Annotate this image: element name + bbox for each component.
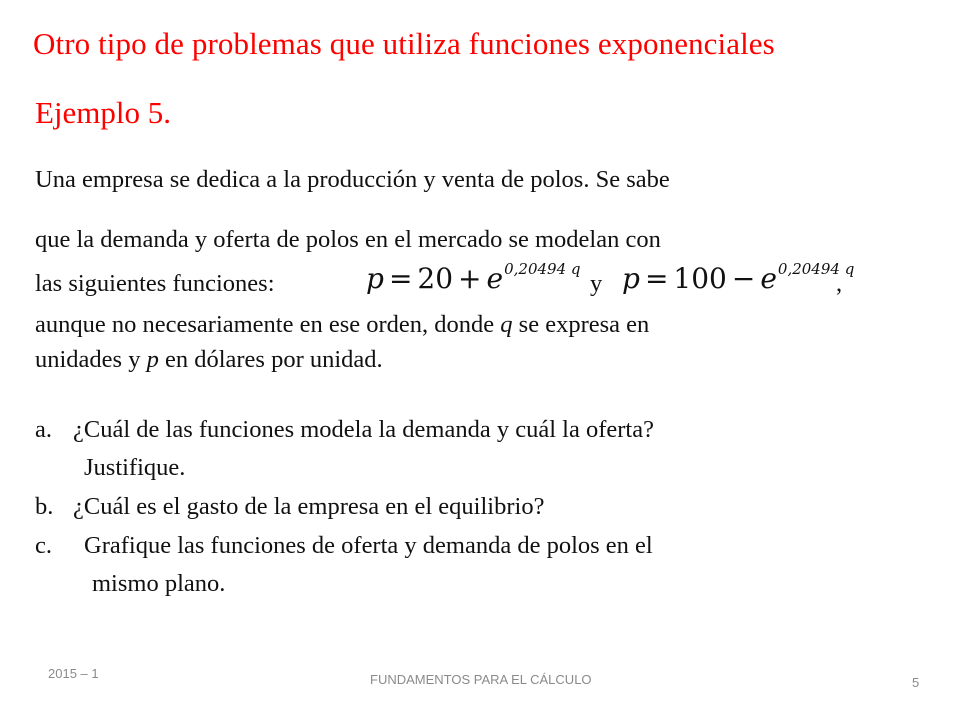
variable-q: q (500, 311, 513, 338)
footer-period: 2015 – 1 (48, 666, 99, 681)
paragraph-line-5-a: unidades y (35, 346, 141, 373)
equation-two (622, 262, 854, 295)
equation-two-constant: 100 (673, 262, 727, 295)
slide-title: Otro tipo de problemas que utiliza funciones exponenciales (33, 26, 775, 61)
question-c-label: c. (35, 532, 52, 559)
equation-one-constant: 20 (417, 262, 454, 295)
equation-two-exponent: 0,20494 q (777, 260, 855, 278)
equation-one-operator: + (458, 262, 482, 295)
paragraph-line-4-a: aunque no necesariamente en ese orden, donde (35, 311, 495, 338)
question-c-text: Grafique las funciones de oferta y demanda de polos en el (84, 532, 653, 559)
equation-one (366, 262, 581, 295)
equation-one-lhs: p (366, 262, 384, 295)
equation-two-operator: − (731, 262, 756, 295)
paragraph-line-5-b: en dólares por unidad. (164, 346, 383, 373)
footer-page-number: 5 (912, 675, 920, 690)
paragraph-line-1: Una empresa se dedica a la producción y venta de polos. Se sabe (35, 166, 670, 193)
equation-one-base: e (486, 262, 504, 295)
paragraph-line-2: que la demanda y oferta de polos en el mercado se modelan con (35, 226, 661, 253)
question-b-text: ¿Cuál es el gasto de la empresa en el equilibrio? (73, 493, 545, 520)
equation-one-equals: = (388, 262, 413, 295)
question-b-label: b. (35, 493, 54, 520)
equation-one-exponent: 0,20494 q (504, 260, 581, 278)
equation-two-equals: = (644, 262, 669, 295)
paragraph-line-3-prefix: las siguientes funciones: (35, 270, 275, 297)
question-a-text: ¿Cuál de las funciones modela la demanda y cuál la oferta? (73, 416, 654, 443)
equation-two-lhs: p (622, 262, 640, 295)
question-a-continuation: Justifique. (84, 454, 186, 481)
footer-course: FUNDAMENTOS PARA EL CÁLCULO (370, 672, 592, 687)
paragraph-line-4-b: se expresa en (518, 311, 650, 338)
paragraph-line-3-connector: y (590, 270, 603, 297)
paragraph-line-5 (35, 348, 383, 373)
paragraph-line-4 (35, 313, 649, 338)
variable-p: p (146, 346, 159, 373)
equation-two-base: e (760, 262, 777, 295)
example-label: Ejemplo 5. (35, 95, 172, 130)
paragraph-line-3-suffix: , (836, 270, 843, 297)
question-a-label: a. (35, 416, 52, 443)
question-c-continuation: mismo plano. (92, 570, 226, 597)
